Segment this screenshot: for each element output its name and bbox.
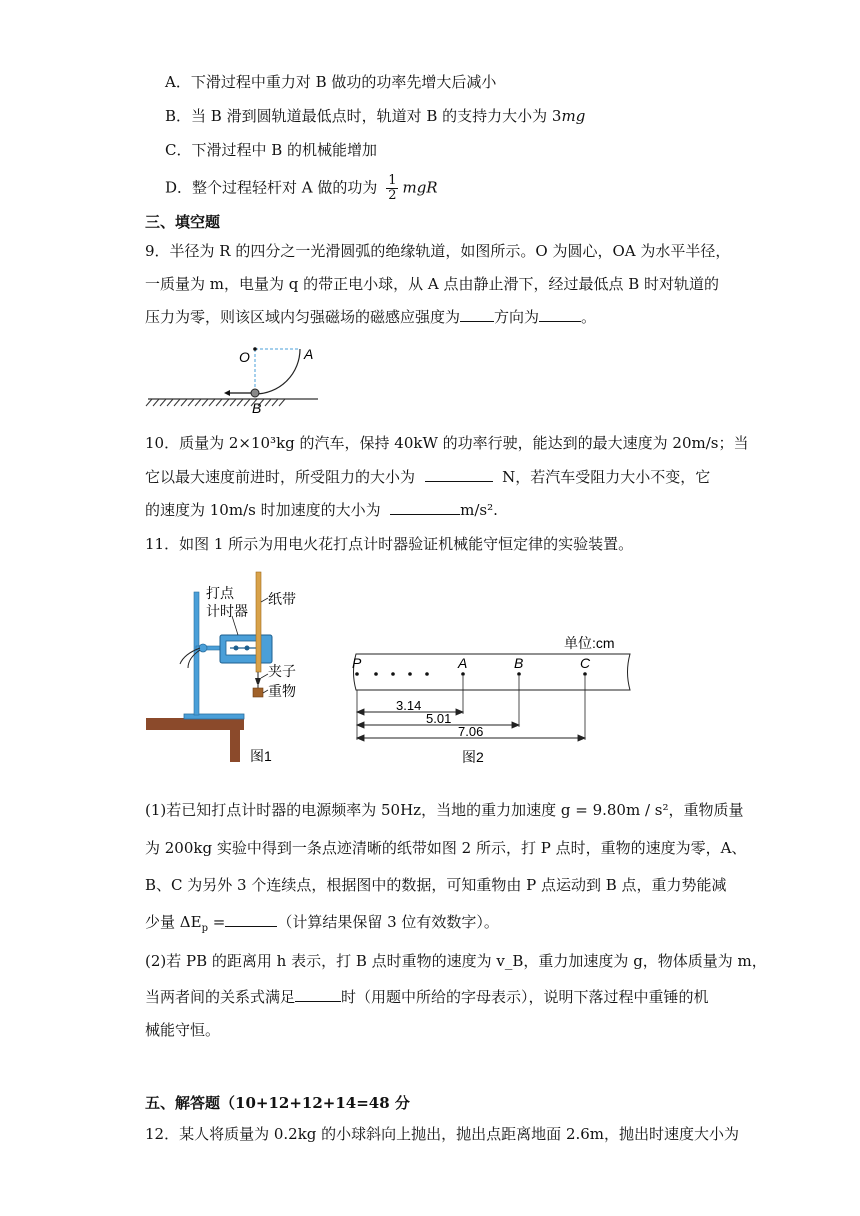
q11-p2-line-2 xyxy=(145,987,709,1007)
label-timer-1: 打点 xyxy=(206,585,234,601)
q11-p2-text-b: 时（用题中所给的字母表示），说明下落过程中重锤的机 xyxy=(341,988,709,1006)
q9-line-3 xyxy=(145,307,596,327)
q11-figure-2 xyxy=(340,628,640,768)
label-weight: 重物 xyxy=(268,683,296,699)
option-b-text: B．当 B 滑到圆轨道最低点时，轨道对 B 的支持力大小为 3 xyxy=(165,107,562,125)
q11-p1-text-a: 少量 ΔE xyxy=(145,913,202,931)
label-o: O xyxy=(239,349,250,365)
option-b-var: mg xyxy=(561,107,586,125)
q9-text-b: 方向为 xyxy=(494,308,540,326)
q10-text-a: 它以最大速度前进时，所受阻力的大小为 xyxy=(145,468,416,486)
q11-p1-line-2: 为 200kg 实验中得到一条点迹清晰的纸带如图 2 所示，打 P 点时，重物的速度为零，A、 xyxy=(145,839,747,857)
q11-p1-text-b: = xyxy=(207,913,226,931)
q10-line-1: 10．质量为 2×10³kg 的汽车，保持 40kW 的功率行驶，能达到的最大速度为 20m/s；当 xyxy=(145,434,749,452)
label-b: B xyxy=(252,400,262,416)
fig2-caption: 图2 xyxy=(462,749,484,765)
q11-p2-text-a: 当两者间的关系式满足 xyxy=(145,988,296,1006)
option-d xyxy=(165,174,438,203)
q9-blank-1 xyxy=(460,307,494,322)
option-d-fraction xyxy=(386,174,398,203)
section-5-heading: 五、解答题（10+12+12+14=48 分 xyxy=(145,1094,410,1112)
q10-blank-2 xyxy=(390,500,460,515)
q9-line-2: 一质量为 m，电量为 q 的带正电小球，从 A 点由静止滑下，经过最低点 B 时对轨道的 xyxy=(145,275,720,293)
q11-blank-2 xyxy=(295,987,341,1002)
section-3-heading: 三、填空题 xyxy=(145,213,221,231)
q10-text-b: N，若汽车受阻力大小不变，它 xyxy=(502,468,711,486)
q9-text-c: 。 xyxy=(581,308,597,326)
q10-text-c: 的速度为 10m/s 时加速度的大小为 xyxy=(145,501,381,519)
q11-p1-line-1: (1)若已知打点计时器的电源频率为 50Hz，当地的重力加速度 g = 9.80m / s²，重物质量 xyxy=(145,801,744,819)
label-tape: 纸带 xyxy=(268,591,296,607)
dist-pb: 5.01 xyxy=(426,711,452,726)
dist-pc: 7.06 xyxy=(458,724,484,739)
fraction-numerator: 1 xyxy=(388,173,397,188)
q11-p1-line-3: B、C 为另外 3 个连续点，根据图中的数据，可知重物由 P 点运动到 B 点，重力势能减 xyxy=(145,876,727,894)
q11-intro: 11．如图 1 所示为用电火花打点计时器验证机械能守恒定律的实验装置。 xyxy=(145,535,634,553)
q12-line-1: 12．某人将质量为 0.2kg 的小球斜向上抛出，抛出点距离地面 2.6m，抛出时速度大小为 xyxy=(145,1125,740,1143)
q10-line-2 xyxy=(145,467,710,487)
q10-text-d: m/s². xyxy=(460,501,498,519)
fig2-unit: 单位:cm xyxy=(564,635,615,651)
q10-line-3 xyxy=(145,500,498,520)
q9-figure xyxy=(140,340,320,420)
q11-p1-text-c: （计算结果保留 3 位有效数字）。 xyxy=(277,913,499,931)
point-b: B xyxy=(514,655,524,671)
label-timer-2: 计时器 xyxy=(206,603,248,619)
q9-text-a: 压力为零，则该区域内匀强磁场的磁感应强度为 xyxy=(145,308,461,326)
q11-p2-line-1: (2)若 PB 的距离用 h 表示，打 B 点时重物的速度为 v_B，重力加速度为 g，物体质量为 m， xyxy=(145,952,767,970)
q11-blank-1 xyxy=(225,912,277,927)
dist-pa: 3.14 xyxy=(396,698,422,713)
q11-p2-line-3: 械能守恒。 xyxy=(145,1021,221,1039)
option-d-var: mgR xyxy=(402,178,438,197)
point-c: C xyxy=(580,655,591,671)
fraction-denominator: 2 xyxy=(388,188,397,203)
fig1-caption: 图1 xyxy=(250,748,272,764)
option-b xyxy=(165,106,585,126)
q11-p1-sub: p xyxy=(201,923,208,934)
label-a: A xyxy=(304,346,314,362)
q9-blank-2 xyxy=(539,307,581,322)
point-a: A xyxy=(458,655,468,671)
point-p: P xyxy=(352,655,362,671)
option-d-text: D．整个过程轻杆对 A 做的功为 xyxy=(165,178,378,197)
option-a: A．下滑过程中重力对 B 做功的功率先增大后减小 xyxy=(165,73,497,91)
label-clip: 夹子 xyxy=(268,663,296,679)
option-c: C．下滑过程中 B 的机械能增加 xyxy=(165,141,378,159)
q9-line-1: 9．半径为 R 的四分之一光滑圆弧的绝缘轨道，如图所示。O 为圆心，OA 为水平半径， xyxy=(145,242,731,260)
q10-blank-1 xyxy=(425,467,493,482)
q11-figure-1 xyxy=(140,568,335,773)
q11-p1-line-4 xyxy=(145,912,499,939)
